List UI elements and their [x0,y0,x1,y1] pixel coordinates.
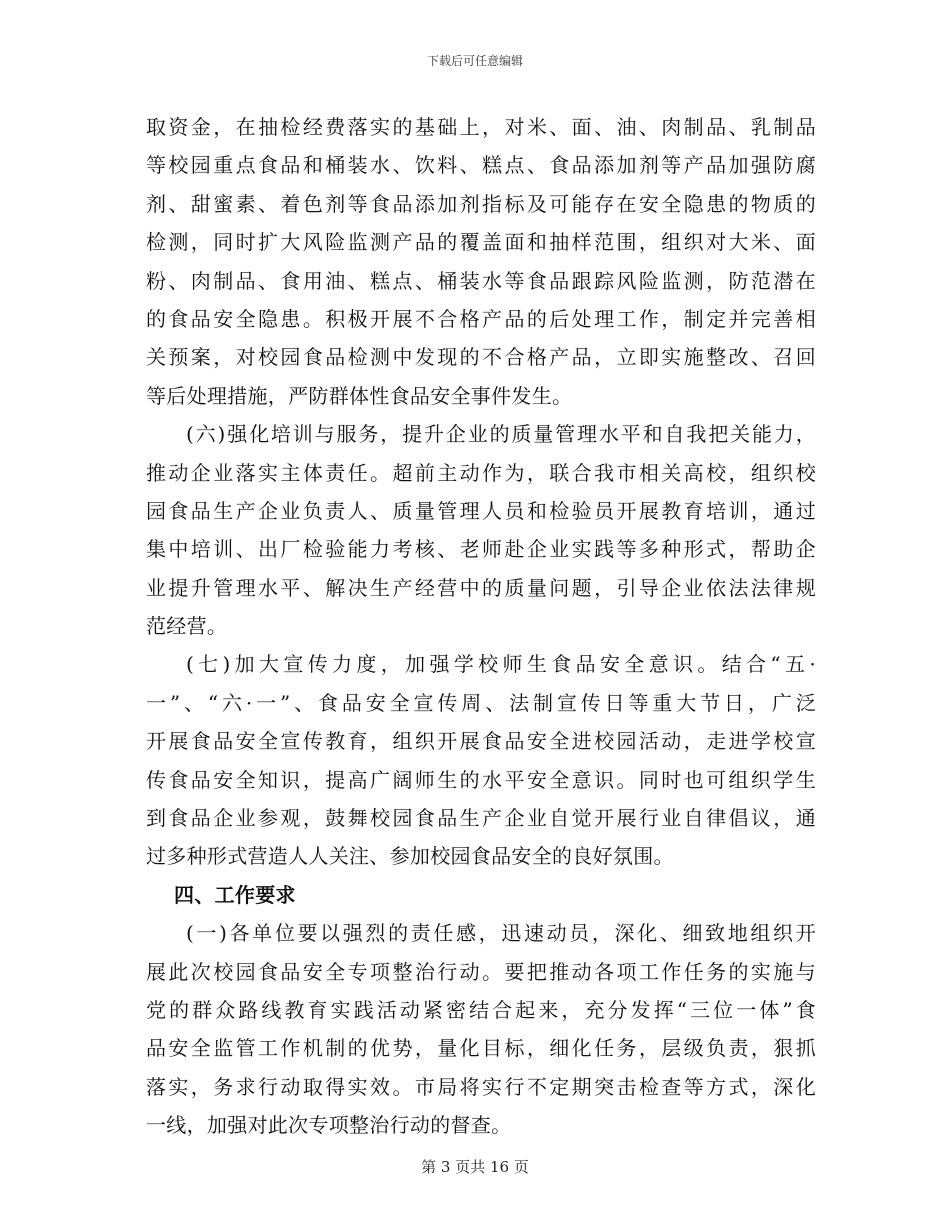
text-line: 园食品生产企业负责人、质量管理人员和检验员开展教育培训，通过 [146,498,816,523]
text-line: (一)各单位要以强烈的责任感，迅速动员，深化、细致地组织开 [186,921,816,946]
text-line: 业提升管理水平、解决生产经营中的质量问题，引导企业依法法律规 [146,575,816,600]
text-line: 一”、“六·一”、食品安全宣传周、法制宣传日等重大节日，广泛 [146,690,816,715]
page-header-note: 下载后可任意编辑 [426,54,523,68]
text-line: 的食品安全隐患。积极开展不合格产品的后处理工作，制定并完善相 [146,306,816,331]
text-line: 集中培训、出厂检验能力考核、老师赴企业实践等多种形式，帮助企 [146,537,816,562]
text-line: 取资金，在抽检经费落实的基础上，对米、面、油、肉制品、乳制品 [146,115,816,139]
text-line: 检测，同时扩大风险监测产品的覆盖面和抽样范围，组织对大米、面 [146,230,816,255]
text-line: 开展食品安全宣传教育，组织开展食品安全进校园活动，走进学校宣 [146,729,816,754]
text-line: 推动企业落实主体责任。超前主动作为，联合我市相关高校，组织校 [146,460,816,485]
text-line: (六)强化培训与服务，提升企业的质量管理水平和自我把关能力， [186,422,816,447]
text-line: 等校园重点食品和桶装水、饮料、糕点、食品添加剂等产品加强防腐 [146,153,816,178]
text-line: 党的群众路线教育实践活动紧密结合起来，充分发挥“三位一体”食 [146,997,816,1022]
text-line: 剂、甜蜜素、着色剂等食品添加剂指标及可能存在安全隐患的物质的 [146,191,816,216]
section-heading: 四、工作要求 [174,882,296,907]
text-line: (七)加大宣传力度，加强学校师生食品安全意识。结合“五· [186,652,816,677]
text-line: 落实，务求行动取得实效。市局将实行不定期突击检查等方式，深化 [146,1074,816,1099]
text-line: 过多种形式营造人人关注、参加校园食品安全的良好氛围。 [146,844,674,869]
text-line: 粉、肉制品、食用油、糕点、桶装水等食品跟踪风险监测，防范潜在 [146,268,816,293]
text-line: 传食品安全知识，提高广阔师生的水平安全意识。同时也可组织学生 [146,767,816,792]
text-line: 品安全监管工作机制的优势，量化目标，细化任务，层级负责，狠抓 [146,1036,816,1061]
text-line: 一线，加强对此次专项整治行动的督查。 [146,1113,512,1138]
text-line: 关预案，对校园食品检测中发现的不合格产品，立即实施整改、召回 [146,345,816,370]
text-line: 范经营。 [146,614,228,639]
text-line: 到食品企业参观，鼓舞校园食品生产企业自觉开展行业自律倡议，通 [146,806,816,831]
document-body [146,108,816,1145]
text-line: 等后处理措施，严防群体性食品安全事件发生。 [146,383,573,408]
text-line: 展此次校园食品安全专项整治行动。要把推动各项工作任务的实施与 [146,959,816,984]
page-number: 第 3 页共 16 页 [421,1158,529,1176]
